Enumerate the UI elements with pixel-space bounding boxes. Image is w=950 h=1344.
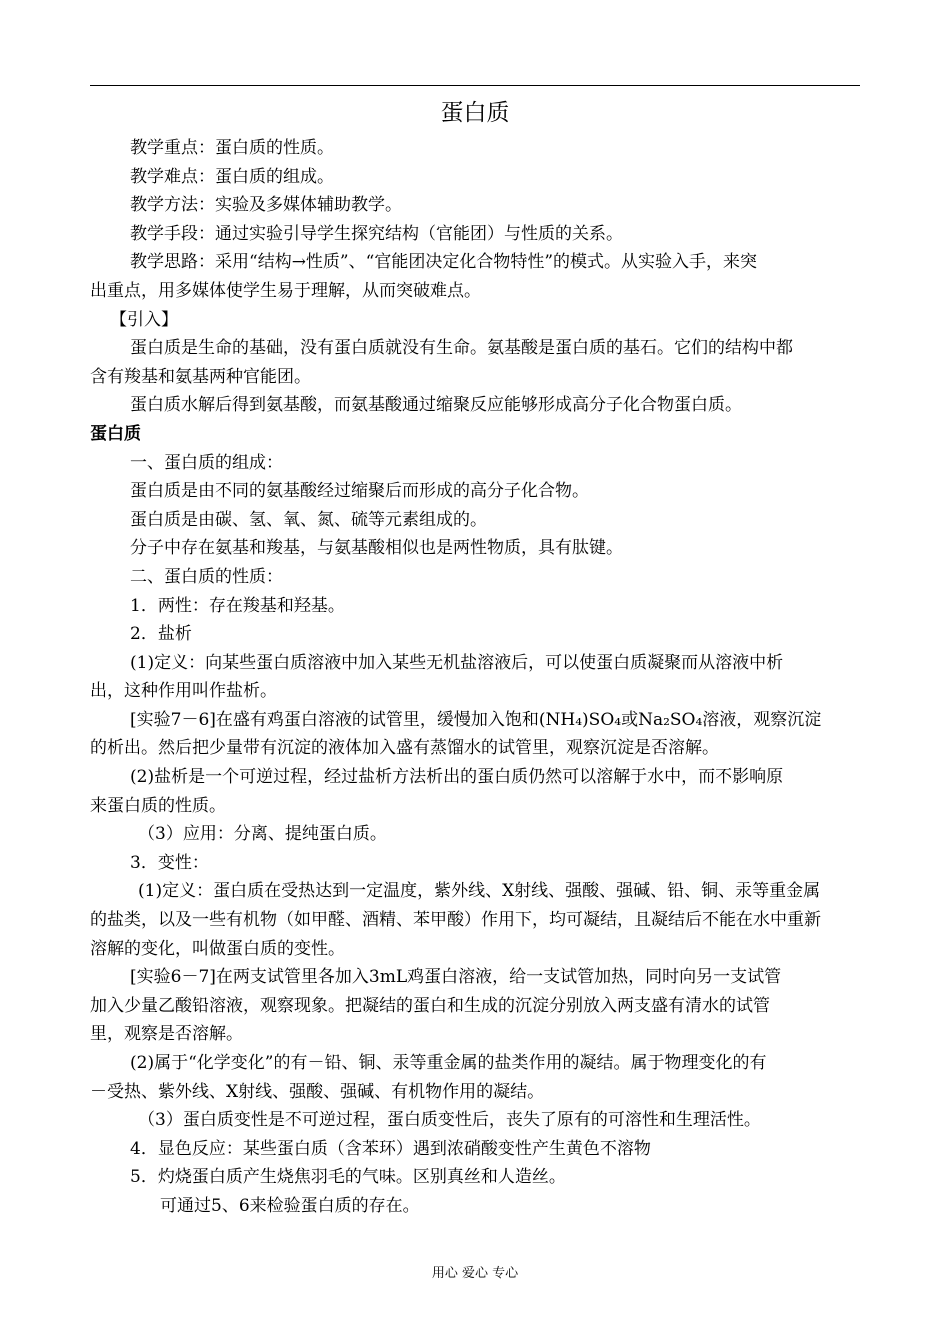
paragraph: 蛋白质是由碳、氢、氧、氮、硫等元素组成的。 <box>130 509 487 530</box>
paragraph: 含有羧基和氨基两种官能团。 <box>90 366 311 387</box>
paragraph: 来蛋白质的性质。 <box>90 795 226 816</box>
paragraph: 一、蛋白质的组成： <box>130 452 283 473</box>
paragraph: 溶解的变化，叫做蛋白质的变性。 <box>90 938 345 959</box>
paragraph: 2．盐析 <box>130 624 192 645</box>
paragraph: (2)属于“化学变化”的有－铅、铜、汞等重金属的盐类作用的凝结。属于物理变化的有 <box>130 1053 767 1073</box>
paragraph: 教学手段：通过实验引导学生探究结构（官能团）与性质的关系。 <box>130 223 623 244</box>
page-footer: 用心 爱心 专心 <box>431 1266 519 1281</box>
paragraph: 的析出。然后把少量带有沉淀的液体加入盛有蒸馏水的试管里，观察沉淀是否溶解。 <box>90 738 719 759</box>
section-label: 【引入】 <box>110 309 178 330</box>
paragraph: 里，观察是否溶解。 <box>90 1024 243 1045</box>
paragraph: （3）蛋白质变性是不可逆过程，蛋白质变性后，丧失了原有的可溶性和生理活性。 <box>138 1110 761 1131</box>
paragraph: (1)定义：蛋白质在受热达到一定温度，紫外线、X射线、强酸、强碱、铅、铜、汞等重金属 <box>138 881 821 902</box>
paragraph: 4．显色反应：某些蛋白质（含苯环）遇到浓硝酸变性产生黄色不溶物 <box>130 1138 651 1159</box>
paragraph: 5．灼烧蛋白质产生烧焦羽毛的气味。区别真丝和人造丝。 <box>130 1167 566 1188</box>
paragraph: [实验7－6]在盛有鸡蛋白溶液的试管里，缓慢加入饱和(NH₄)SO₄或Na₂SO₄溶液，观察沉淀 <box>130 709 822 730</box>
header-rule <box>90 85 860 86</box>
paragraph: 教学重点：蛋白质的性质。 <box>130 138 334 158</box>
paragraph: 教学思路：采用“结构→性质”、“官能团决定化合物特性”的模式。从实验入手，来突 <box>130 252 758 273</box>
paragraph: (2)盐析是一个可逆过程，经过盐析方法析出的蛋白质仍然可以溶解于水中，而不影响原 <box>130 767 784 788</box>
document-body <box>90 134 860 1221</box>
section-heading: 蛋白质 <box>90 423 141 444</box>
paragraph: 出，这种作用叫作盐析。 <box>90 681 277 702</box>
paragraph: 的盐类，以及一些有机物（如甲醛、酒精、苯甲酸）作用下，均可凝结，且凝结后不能在水中重新 <box>90 910 821 931</box>
paragraph: 蛋白质水解后得到氨基酸，而氨基酸通过缩聚反应能够形成高分子化合物蛋白质。 <box>130 395 742 416</box>
paragraph: (1)定义：向某些蛋白质溶液中加入某些无机盐溶液后，可以使蛋白质凝聚而从溶液中析 <box>130 652 784 673</box>
paragraph: （3）应用：分离、提纯蛋白质。 <box>138 824 387 845</box>
paragraph: 蛋白质是生命的基础，没有蛋白质就没有生命。氨基酸是蛋白质的基石。它们的结构中都 <box>130 338 793 359</box>
paragraph: 分子中存在氨基和羧基，与氨基酸相似也是两性物质，具有肽键。 <box>130 538 623 559</box>
paragraph: －受热、紫外线、X射线、强酸、强碱、有机物作用的凝结。 <box>90 1081 545 1102</box>
paragraph: 可通过5、6来检验蛋白质的存在。 <box>160 1195 420 1216</box>
paragraph: 加入少量乙酸铅溶液，观察现象。把凝结的蛋白和生成的沉淀分别放入两支盛有清水的试管 <box>90 995 770 1016</box>
paragraph: 蛋白质是由不同的氨基酸经过缩聚后而形成的高分子化合物。 <box>130 481 589 502</box>
paragraph: [实验6－7]在两支试管里各加入3mL鸡蛋白溶液，给一支试管加热，同时向另一支试管 <box>130 967 782 988</box>
paragraph: 教学难点：蛋白质的组成。 <box>130 166 334 187</box>
paragraph: 1．两性：存在羧基和羟基。 <box>130 595 345 616</box>
paragraph: 出重点，用多媒体使学生易于理解，从而突破难点。 <box>90 280 481 301</box>
paragraph: 3．变性： <box>130 852 209 873</box>
paragraph: 二、蛋白质的性质： <box>130 566 283 587</box>
page-title: 蛋白质 <box>440 100 510 126</box>
paragraph: 教学方法：实验及多媒体辅助教学。 <box>130 195 402 216</box>
